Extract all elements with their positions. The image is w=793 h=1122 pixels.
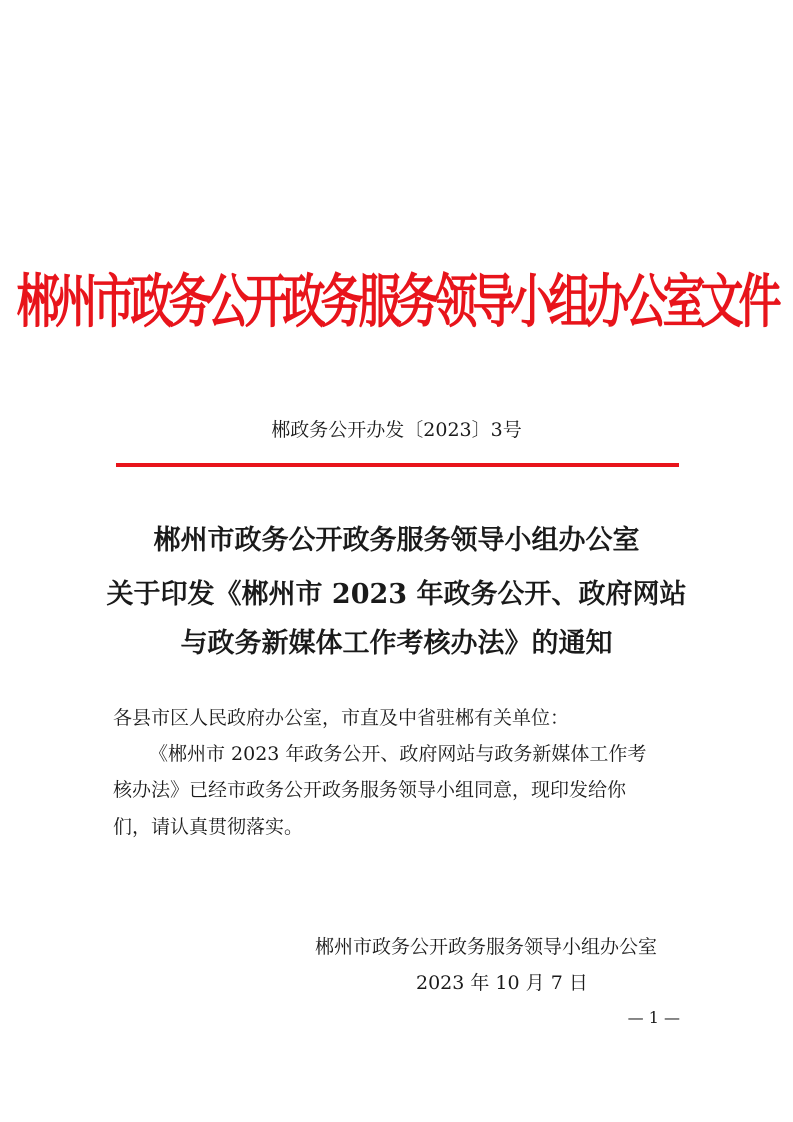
title-line-2: 关于印发《郴州市 2023 年政务公开、政府网站: [106, 579, 687, 610]
paragraph-line-1: 《郴州市 2023 年政务公开、政府网站与政务新媒体工作考: [149, 743, 647, 765]
red-separator-line: [116, 463, 679, 467]
signature-date: 2023 年 10 月 7 日: [416, 972, 588, 994]
signature-organization: 郴州市政务公开政务服务领导小组办公室: [315, 936, 658, 958]
issuer-masthead: 郴州市政务公开政务服务领导小组办公室文件: [16, 269, 777, 337]
title-line-1: 郴州市政务公开政务服务领导小组办公室: [153, 525, 640, 556]
paragraph-line-2: 核办法》已经市政务公开政务服务领导小组同意，现印发给你: [113, 779, 627, 801]
page-number: — 1 —: [627, 1008, 680, 1027]
title-line-3: 与政务新媒体工作考核办法》的通知: [180, 628, 613, 659]
document-number: 郴政务公开办发〔2023〕3号: [271, 419, 522, 441]
salutation: 各县市区人民政府办公室，市直及中省驻郴有关单位：: [113, 707, 570, 729]
paragraph-line-3: 们，请认真贯彻落实。: [113, 816, 304, 838]
